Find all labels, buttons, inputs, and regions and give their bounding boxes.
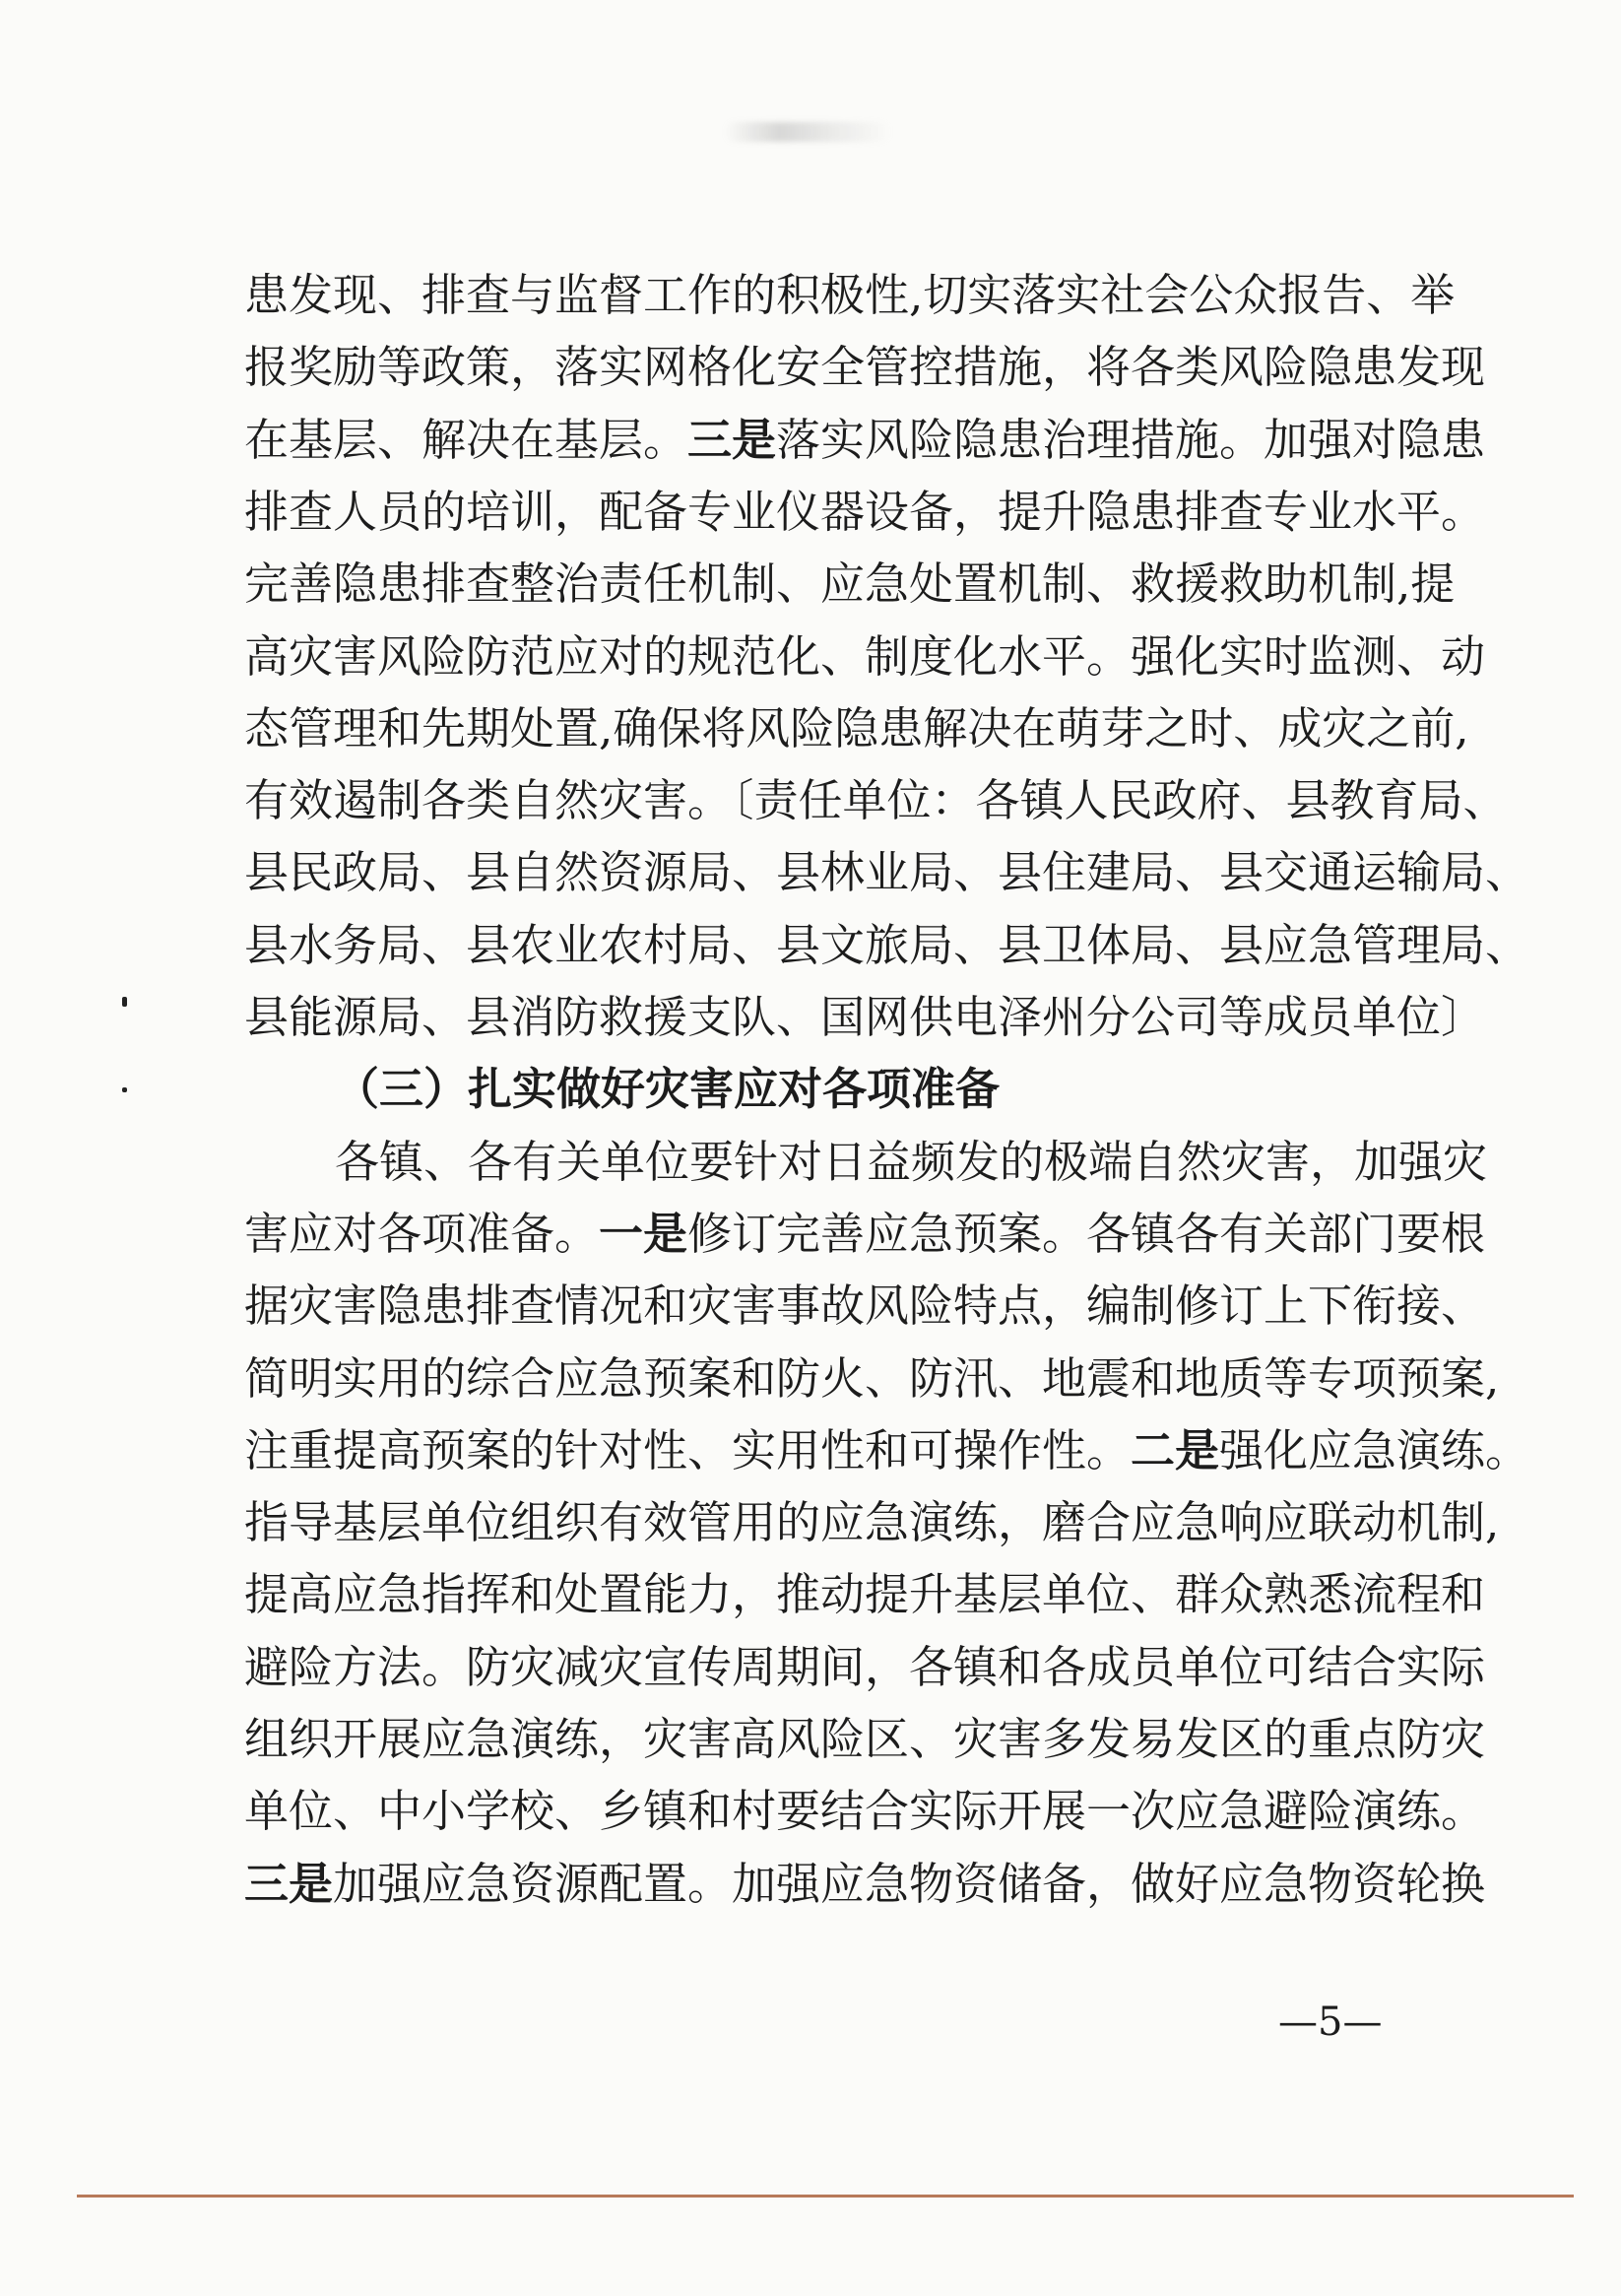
emphasis-label: 一是: [599, 1207, 688, 1260]
text-line: 各镇、各有关单位要针对日益频发的极端自然灾害，加强灾: [335, 1135, 1488, 1188]
text-line: [244, 1855, 1486, 1914]
text-line: 单位、中小学校、乡镇和村要结合实际开展一次应急避险演练。: [244, 1785, 1486, 1838]
text-line: 县民政局、县自然资源局、县林业局、县住建局、县交通运输局、: [244, 846, 1530, 899]
text-line: 提高应急指挥和处置能力，推动提升基层单位、群众熟悉流程和: [244, 1568, 1486, 1621]
line-segment: 加强应急资源配置。加强应急物资储备，做好应急物资轮换: [333, 1857, 1486, 1910]
scan-mark: [122, 1087, 127, 1092]
text-line: 态管理和先期处置,确保将风险隐患解决在萌芽之时、成灾之前,: [244, 701, 1469, 754]
bottom-rule: [77, 2195, 1574, 2198]
text-line: 排查人员的培训，配备专业仪器设备，提升隐患排查专业水平。: [244, 485, 1486, 538]
text-line: 县水务局、县农业农村局、县文旅局、县卫体局、县应急管理局、: [244, 918, 1530, 971]
text-line: 县能源局、县消防救援支队、国网供电泽州分公司等成员单位〕: [244, 991, 1486, 1043]
text-line: [244, 1205, 1486, 1264]
emphasis-label: 三是: [244, 1857, 334, 1910]
emphasis-label: 二是: [1131, 1423, 1220, 1476]
emphasis-label: 三是: [687, 413, 777, 466]
text-line: 避险方法。防灾减灾宣传周期间，各镇和各成员单位可结合实际: [244, 1640, 1486, 1693]
page-number: —5—: [1278, 2000, 1383, 2045]
text-line: [244, 1421, 1530, 1480]
line-segment: 注重提高预案的针对性、实用性和可操作性。: [244, 1423, 1132, 1476]
text-line: 有效遏制各类自然灾害。〔责任单位：各镇人民政府、县教育局、: [244, 774, 1508, 827]
text-line: 指导基层单位组织有效管用的应急演练，磨合应急响应联动机制,: [244, 1496, 1500, 1549]
section-heading: （三）扎实做好灾害应对各项准备: [335, 1063, 1001, 1116]
header-smudge: [724, 122, 891, 142]
text-line: 报奖励等政策，落实网格化安全管控措施，将各类风险隐患发现: [244, 341, 1486, 394]
text-line: 简明实用的综合应急预案和防火、防汛、地震和地质等专项预案,: [244, 1351, 1500, 1405]
text-line: [244, 411, 1486, 470]
text-line: 完善隐患排查整治责任机制、应急处置机制、救援救助机制,提: [244, 558, 1456, 611]
text-line: 高灾害风险防范应对的规范化、制度化水平。强化实时监测、动: [244, 629, 1486, 683]
scan-mark: [122, 997, 127, 1007]
line-segment: 强化应急演练。: [1219, 1423, 1530, 1476]
text-line: 患发现、排查与监督工作的积极性,切实落实社会公众报告、举: [244, 269, 1456, 321]
text-line: 组织开展应急演练，灾害高风险区、灾害多发易发区的重点防灾: [244, 1713, 1486, 1765]
line-segment: 落实风险隐患治理措施。加强对隐患: [776, 413, 1486, 466]
text-line: 据灾害隐患排查情况和灾害事故风险特点，编制修订上下衔接、: [244, 1279, 1486, 1333]
line-segment: 修订完善应急预案。各镇各有关部门要根: [687, 1207, 1486, 1260]
line-segment: 在基层、解决在基层。: [244, 413, 688, 466]
line-segment: 害应对各项准备。: [244, 1207, 600, 1260]
